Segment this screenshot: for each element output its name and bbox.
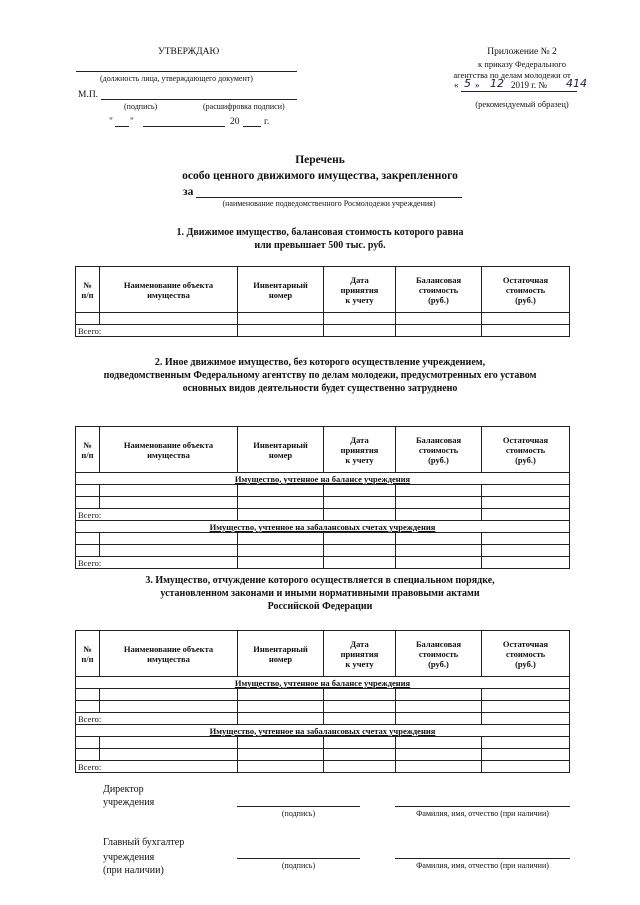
total-label: Всего: <box>76 325 238 337</box>
accountant-fio-line <box>395 858 570 859</box>
annex-date-underline <box>461 91 577 92</box>
sub-on-balance: Имущество, учтенное на балансе учреждения <box>76 677 570 689</box>
col-balance: Балансовая стоимость (руб.) <box>396 631 482 677</box>
col-num: № п/п <box>76 267 100 313</box>
page-subtitle: особо ценного движимого имущества, закрепленного <box>182 170 458 182</box>
total-row <box>76 325 570 337</box>
director-fio-line <box>395 806 570 807</box>
page-title: Перечень <box>295 154 345 166</box>
table-row <box>76 749 570 761</box>
col-balance: Балансовая стоимость (руб.) <box>396 267 482 313</box>
section2-table <box>75 426 570 569</box>
table-row <box>76 689 570 701</box>
table-header-row <box>76 267 570 313</box>
total-label: Всего: <box>76 761 238 773</box>
accountant-label <box>103 836 184 877</box>
table-header-row <box>76 631 570 677</box>
annex-day: 5 <box>464 77 471 90</box>
section3-title-line3: Российской Федерации <box>267 601 373 612</box>
position-caption: (должность лица, утверждающего документ) <box>100 74 253 83</box>
sub-on-balance: Имущество, учтенное на балансе учреждения <box>76 473 570 485</box>
col-name: Наименование объекта имущества <box>100 631 238 677</box>
section2-title-line1: 2. Иное движимое имущество, без которого осуществление учреждением, <box>154 357 486 368</box>
sub-off-balance: Имущество, учтенное на забалансовых счетах учреждения <box>76 725 570 737</box>
section3-table <box>75 630 570 773</box>
section3-title-line2: установленном законами и иными нормативными правовыми актами <box>160 588 480 599</box>
col-residual: Остаточная стоимость (руб.) <box>482 631 570 677</box>
sub-off-balance: Имущество, учтенное на забалансовых счетах учреждения <box>76 521 570 533</box>
subheader-row <box>76 725 570 737</box>
director-label <box>103 783 154 809</box>
date-year-line <box>243 126 261 127</box>
decoding-caption: (расшифровка подписи) <box>203 102 285 111</box>
position-line <box>76 71 297 72</box>
section3-title <box>60 574 580 613</box>
table-row <box>76 545 570 557</box>
accountant-label-line3: (при наличии) <box>103 865 164 876</box>
section2-title <box>40 356 600 395</box>
table-row <box>76 737 570 749</box>
annex-date-mid: » <box>475 80 480 90</box>
annex-recommended: (рекомендуемый образец) <box>475 99 569 109</box>
col-name: Наименование объекта имущества <box>100 427 238 473</box>
table-header-row <box>76 427 570 473</box>
col-balance: Балансовая стоимость (руб.) <box>396 427 482 473</box>
col-residual: Остаточная стоимость (руб.) <box>482 267 570 313</box>
col-inventory: Инвентарный номер <box>238 427 324 473</box>
total-row <box>76 557 570 569</box>
annex-line1: Приложение № 2 <box>487 47 557 57</box>
section1-title <box>60 226 580 252</box>
director-fio-caption: Фамилия, имя, отчество (при наличии) <box>416 809 549 818</box>
section2-title-line3: основных видов деятельности будет существенно затруднено <box>182 383 458 394</box>
subheader-row <box>76 473 570 485</box>
approve-label: УТВЕРЖДАЮ <box>158 47 220 57</box>
director-label-line2: учреждения <box>103 797 155 808</box>
signature-caption: (подпись) <box>124 102 158 111</box>
col-name: Наименование объекта имущества <box>100 267 238 313</box>
section3-title-line1: 3. Имущество, отчуждение которого осуществляется в специальном порядке, <box>145 575 495 586</box>
annex-date-prefix: « <box>454 80 459 90</box>
table-row <box>76 313 570 325</box>
annex-month: 12 <box>490 77 504 90</box>
total-label: Всего: <box>76 557 238 569</box>
section1-title-line2: или превышает 500 тыс. руб. <box>254 240 386 251</box>
director-label-line1: Директор <box>103 784 144 795</box>
annex-line2: к приказу Федерального <box>478 59 566 69</box>
section1-table <box>75 266 570 337</box>
col-inventory: Инвентарный номер <box>238 267 324 313</box>
accountant-signature-line <box>237 858 360 859</box>
col-date: Дата принятия к учету <box>324 427 396 473</box>
signature-line <box>101 99 297 100</box>
total-row <box>76 761 570 773</box>
date-year: 20 <box>230 117 240 127</box>
accountant-signature-caption: (подпись) <box>281 861 316 870</box>
director-signature-caption: (подпись) <box>281 809 316 818</box>
institution-line <box>196 197 462 198</box>
section1-title-line1: 1. Движимое имущество, балансовая стоимость которого равна <box>176 227 464 238</box>
total-label: Всего: <box>76 509 238 521</box>
table-row <box>76 485 570 497</box>
accountant-label-line2: учреждения <box>103 852 155 863</box>
total-row <box>76 509 570 521</box>
accountant-fio-caption: Фамилия, имя, отчество (при наличии) <box>416 861 549 870</box>
table-row <box>76 701 570 713</box>
col-residual: Остаточная стоимость (руб.) <box>482 427 570 473</box>
director-signature-line <box>237 806 360 807</box>
annex-line3: агентства по делам молодежи от <box>453 70 571 80</box>
annex-year-text: 2019 г. № <box>511 80 548 90</box>
total-label: Всего: <box>76 713 238 725</box>
date-month-line <box>143 126 225 127</box>
stamp-place-label: М.П. <box>78 90 99 100</box>
table-row <box>76 533 570 545</box>
accountant-label-line1: Главный бухгалтер <box>103 837 185 848</box>
col-inventory: Инвентарный номер <box>238 631 324 677</box>
total-row <box>76 713 570 725</box>
heading-za: за <box>183 186 194 198</box>
date-year-suffix: г. <box>264 117 270 127</box>
annex-date-row <box>450 77 587 92</box>
date-quote-open: " <box>109 117 113 127</box>
subheader-row <box>76 677 570 689</box>
date-quote-close: " <box>130 117 134 127</box>
col-date: Дата принятия к учету <box>324 631 396 677</box>
table-row <box>76 497 570 509</box>
subheader-row <box>76 521 570 533</box>
annex-number: 414 <box>566 77 587 90</box>
section2-title-line2: подведомственным Федеральному агентству по делам молодежи, предусмотренных его уставом <box>103 370 537 381</box>
col-date: Дата принятия к учету <box>324 267 396 313</box>
col-num: № п/п <box>76 427 100 473</box>
institution-caption: (наименование подведомственного Росмолодежи учреждения) <box>222 199 436 208</box>
date-day-line <box>115 126 129 127</box>
col-num: № п/п <box>76 631 100 677</box>
